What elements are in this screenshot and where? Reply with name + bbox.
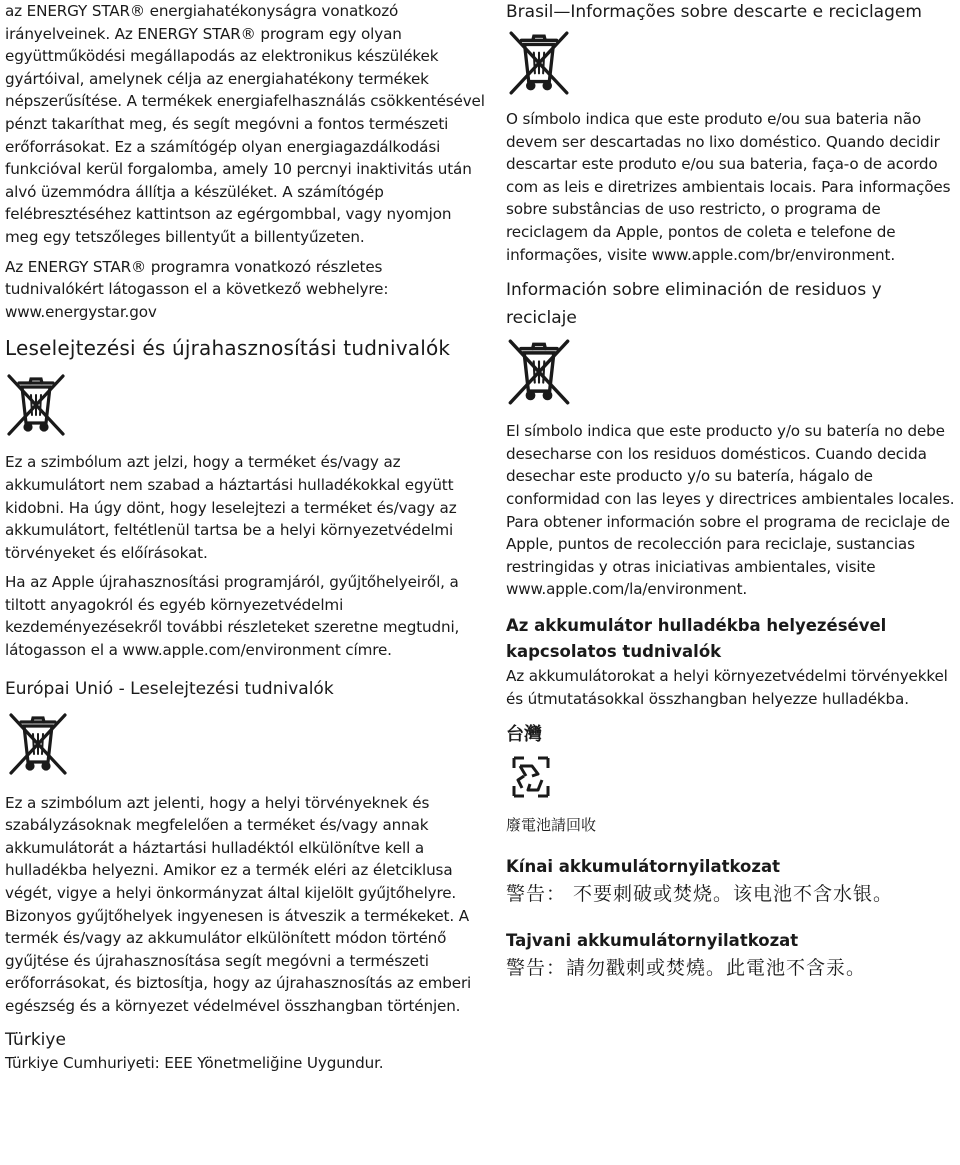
left-column xyxy=(5,0,485,1074)
china-battery-statement: 警告： 不要刺破或焚烧。该电池不含水银。 xyxy=(506,883,894,906)
eu-disposal-paragraph: Ez a szimbólum azt jelenti, hogy a helyi törvényeknek és szabályzásoknak megfelelően a terméket és/vagy annak akkumulátorát a háztartási hulladéktól elkülönítve kell a hulladékba helyezni. Amikor ez a termék eléri az életciklusa végét, vigye a helyi önkormányzat által kijelölt gyűjtőhelyre. Bizonyos gyűjtőhelyek ingyenesen is átveszik a termékeket. A termék és/vagy az akkumulátor elkülönített módon történő gyűjtése és újrahasznosítása segít megóvni a természeti erőforrásokat, és biztosítja, hogy az újrahasznosítás az emberi egészség és a környezet védelmével összhangban történjen. xyxy=(5,793,472,1015)
disposal-paragraph-2: Ha az Apple újrahasznosítási programjáról, gyűjtőhelyeiről, a tiltott anyagokról és egyéb környezetvédelmi kezdeményezésekről további részleteket szeretne megtudni, látogasson el a www.apple.com/environment címre. xyxy=(5,573,460,660)
battery-disposal-paragraph: Az akkumulátorokat a helyi környezetvédelmi törvényekkel és útmutatásokkal összhangban helyezze hulladékba. xyxy=(506,666,948,708)
taiwan-recycle-text: 廢電池請回收 xyxy=(506,816,597,835)
energy-star-link-paragraph: Az ENERGY STAR® programra vonatkozó részletes tudnivalókért látogasson el a következő webhelyre: www.energystar.gov xyxy=(5,257,389,321)
right-column xyxy=(506,0,956,982)
eu-disposal-heading: Európai Unió - Leselejtezési tudnivalók xyxy=(5,678,334,699)
crossed-out-wheelie-bin-icon xyxy=(5,712,485,776)
taiwan-battery-statement: 警告：請勿戳刺或焚燒。此電池不含汞。 xyxy=(506,957,867,980)
disposal-paragraph-1: Ez a szimbólum azt jelzi, hogy a terméket és/vagy az akkumulátort nem szabad a háztartási hulladékokkal együtt kidobni. Ha úgy dönt, hogy leselejtezi a terméket és/vagy az akkumulátort, feltétlenül tartsa be a helyi környezetvédelmi törvényeket és előírásokat. xyxy=(5,453,457,562)
turkey-heading: Türkiye xyxy=(5,1029,66,1050)
disposal-heading: Leselejtezési és újrahasznosítási tudnivalók xyxy=(5,336,451,361)
energy-star-paragraph: az ENERGY STAR® energiahatékonyságra vonatkozó irányelveinek. Az ENERGY STAR® program egy olyan együttműködési megállapodás az elektronikus készülékek gyártóival, amelynek célja az energiahatékony termékek népszerűsítése. A termékek energiafelhasználás csökkentésével pénzt takaríthat meg, és segít megóvni a fontos természeti erőforrásokat. Ez a számítógép olyan energiagazdálkodási funkcióval kerül forgalomba, amely 10 percnyi inaktivitás után alvó üzemmódra állítja a készüléket. A számítógép felébresztéséhez kattintson az egérgombbal, vagy nyomjon meg egy tetszőleges billentyűt a billentyűzeten. xyxy=(5,2,485,246)
spanish-paragraph: El símbolo indica que este producto y/o su batería no debe desecharse con los residuos domésticos. Cuando decida desechar este producto y/o su batería, hágalo de conformidad con las leyes y directrices ambientales locales. Para obtener información sobre el programa de reciclaje de Apple, puntos de recolección para reciclaje, sustancias restringidas y otras iniciativas ambientales, visite www.apple.com/la/environment. xyxy=(506,422,955,599)
taiwan-battery-recycling-icon xyxy=(508,754,956,800)
crossed-out-wheelie-bin-icon xyxy=(506,30,956,96)
taiwan-heading: 台灣 xyxy=(506,724,542,746)
brasil-heading: Brasil—Informações sobre descarte e reciclagem xyxy=(506,2,922,22)
china-battery-heading: Kínai akkumulátornyilatkozat xyxy=(506,857,780,877)
battery-disposal-heading: Az akkumulátor hulladékba helyezésével kapcsolatos tudnivalók xyxy=(506,615,887,661)
brasil-paragraph: O símbolo indica que este produto e/ou sua bateria não devem ser descartadas no lixo doméstico. Quando decidir descartar este produto e/ou sua bateria, faça-o de acordo com as leis e diretrizes ambientais locais. Para informações sobre substâncias de uso restricto, o programa de reciclagem da Apple, pontos de coleta e telefone de informações, visite www.apple.com/br/environment. xyxy=(506,110,951,264)
crossed-out-wheelie-bin-icon xyxy=(5,373,485,437)
spanish-heading: Información sobre eliminación de residuos y reciclaje xyxy=(506,280,882,329)
crossed-out-wheelie-bin-icon xyxy=(506,338,956,406)
turkey-paragraph: Türkiye Cumhuriyeti: EEE Yönetmeliğine Uygundur. xyxy=(5,1053,384,1072)
taiwan-battery-heading: Tajvani akkumulátornyilatkozat xyxy=(506,931,799,951)
